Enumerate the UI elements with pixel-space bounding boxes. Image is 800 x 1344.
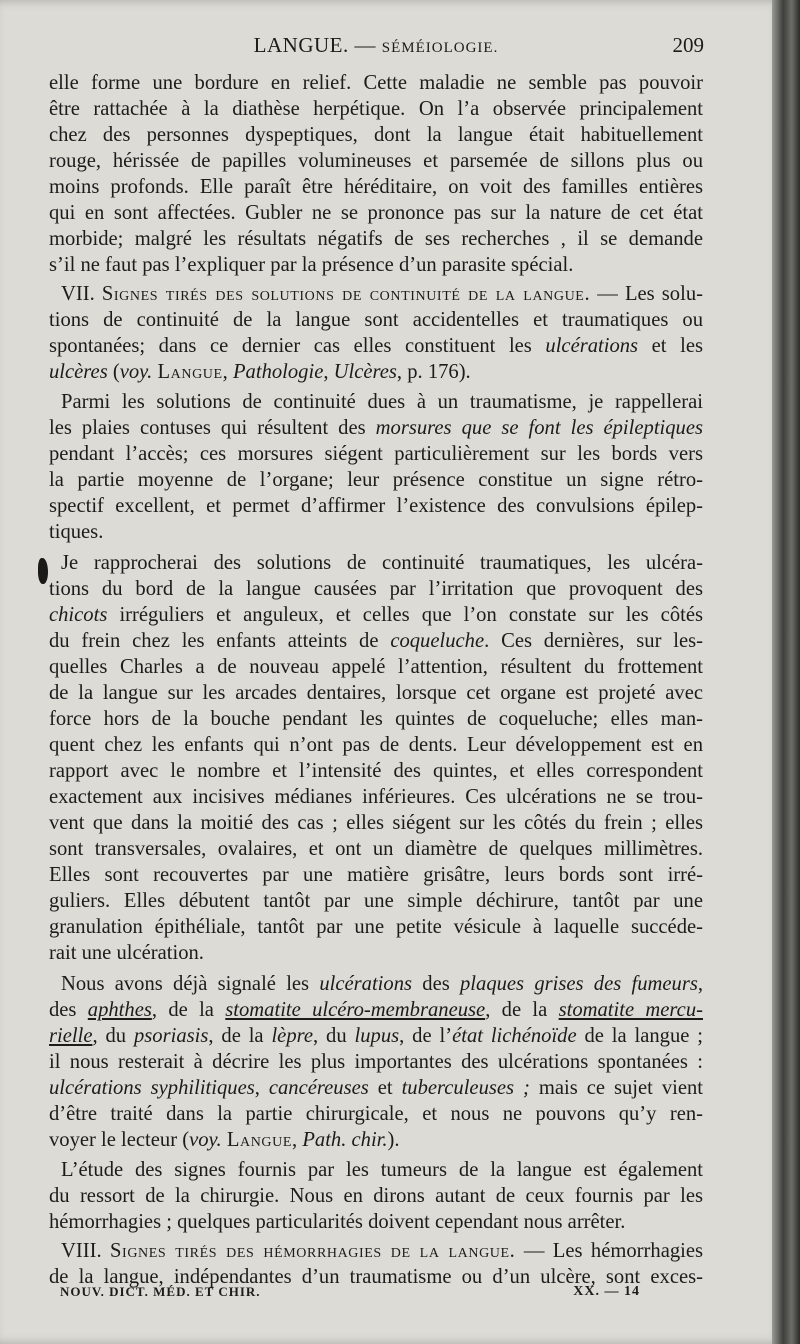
text-line: [49, 359, 703, 385]
text-span: , du: [92, 1025, 134, 1047]
text-span: force hors de la bouche pendant les quintes de coqueluche; elles man-: [49, 708, 703, 730]
text-line: [49, 1023, 703, 1049]
text-span: tions de continuité de la langue sont accidentelles et traumatiques ou: [49, 309, 703, 331]
italic-span: chicots: [49, 604, 108, 626]
italic-span: voy.: [189, 1129, 222, 1151]
text-span: Elles sont recouvertes par une matière grisâtre, leurs bords sont irré-: [49, 864, 703, 886]
header-section: SÉMÉIOLOGIE.: [381, 40, 499, 56]
text-span: spectif excellent, et permet d’affirmer l’existence des convulsions épilep-: [49, 495, 703, 517]
italic-span: ulcères: [49, 361, 108, 383]
text-span: tions du bord de la langue causées par l’irritation que provoquent des: [49, 578, 703, 600]
text-span: , de l’: [399, 1025, 453, 1047]
small-caps-span: Langue: [157, 361, 223, 383]
text-span: rait une ulcération.: [49, 942, 204, 964]
text-span: (: [107, 361, 120, 383]
text-span: et les: [638, 335, 703, 357]
text-span: d’être traité dans la partie chirurgicale, et nous ne pouvons qu’y ren-: [49, 1103, 703, 1125]
text-span: , de la: [485, 999, 559, 1021]
text-line: [49, 467, 703, 493]
text-span: tiques.: [49, 521, 104, 543]
text-line: [49, 836, 703, 862]
italic-span: cancéreuses: [268, 1077, 369, 1099]
text-line: [49, 1209, 703, 1235]
text-span: , p. 176).: [396, 361, 471, 383]
text-line: [49, 96, 703, 122]
text-line: [49, 441, 703, 467]
text-span: de la langue ;: [576, 1025, 703, 1047]
italic-span: stomatite mercu-: [558, 999, 703, 1021]
small-caps-span: Signes tirés des solutions de continuité de la langue.: [101, 283, 591, 305]
text-span: quent chez les enfants qui n’ont pas de dents. Leur développement est en: [49, 734, 703, 756]
italic-span: ulcérations syphilitiques: [49, 1077, 255, 1099]
text-line: [49, 732, 703, 758]
small-caps-span: Langue: [226, 1129, 293, 1151]
text-span: chez des personnes dyspeptiques, dont la langue était habituellement: [49, 124, 703, 146]
italic-span: tuberculeuses ;: [401, 1077, 530, 1099]
text-line: [49, 70, 703, 96]
italic-span: lèpre: [271, 1025, 314, 1047]
text-line: [49, 680, 703, 706]
text-span: , de la: [208, 1025, 272, 1047]
text-line: [49, 940, 703, 966]
text-span: voyer le lecteur (: [49, 1129, 190, 1151]
text-span: — Les hémorrhagies: [515, 1240, 703, 1262]
text-span: qui en sont affectées. Gubler ne se prononce pas sur la nature de cet état: [49, 202, 703, 224]
italic-span: ulcérations: [319, 973, 413, 995]
text-span: granulation épithéliale, tantôt par une petite vésicule à laquelle succéde-: [49, 916, 703, 938]
footer-signature: NOUV. DICT. MÉD. ET CHIR.: [60, 1284, 261, 1299]
text-span: quelles Charles a de nouveau appelé l’attention, résultent du frottement: [49, 656, 703, 678]
small-caps-span: Signes tirés des hémorrhagies de la langue.: [110, 1240, 516, 1262]
text-span: des: [49, 999, 88, 1021]
text-span: et: [368, 1077, 402, 1099]
italic-span: Path. chir.: [302, 1129, 388, 1151]
page-number: 209: [672, 33, 704, 57]
text-span: des: [412, 973, 460, 995]
text-span: ,: [222, 361, 233, 383]
text-line: [49, 628, 703, 654]
text-span: ,: [697, 973, 703, 995]
text-line: [49, 1183, 703, 1209]
italic-span: stomatite ulcéro-membraneuse: [225, 999, 486, 1021]
text-line: [49, 758, 703, 784]
text-line: [49, 862, 703, 888]
text-line: [49, 174, 703, 200]
text-line: [49, 550, 703, 576]
page-header: [48, 33, 704, 61]
text-line: [49, 914, 703, 940]
text-span: rouge, hérissée de papilles volumineuses et parsemée de sillons plus ou: [49, 150, 703, 172]
text-span: s’il ne faut pas l’expliquer par la présence d’un parasite spécial.: [49, 254, 574, 276]
text-span: VII.: [61, 283, 102, 305]
italic-span: voy.: [119, 361, 153, 383]
text-line: [49, 519, 703, 545]
text-span: — Les solu-: [590, 283, 703, 305]
text-span: ,: [323, 361, 334, 383]
text-span: irréguliers et anguleux, et celles que l’on constate sur les côtés: [107, 604, 703, 626]
text-span: être rattachée à la diathèse herpétique. On l’a observée principalement: [49, 98, 703, 120]
text-line: [49, 1101, 703, 1127]
text-span: ,: [254, 1077, 269, 1099]
italic-span: lupus: [354, 1025, 400, 1047]
text-line: [49, 654, 703, 680]
text-line: [49, 122, 703, 148]
text-span: Je rapprocherai des solutions de continuité traumatiques, les ulcéra-: [61, 552, 703, 574]
text-span: de la langue sur les arcades dentaires, lorsque cet organe est projeté avec: [49, 682, 703, 704]
page-footer: [60, 1284, 640, 1304]
text-line: [49, 1238, 703, 1264]
text-span: rapport avec le nombre et l’intensité des quintes, et elles correspondent: [49, 760, 703, 782]
text-line: [49, 226, 703, 252]
italic-span: psoriasis: [133, 1025, 209, 1047]
text-span: mais ce sujet vient: [529, 1077, 703, 1099]
text-span: VIII.: [61, 1240, 110, 1262]
text-line: [49, 810, 703, 836]
italic-span: Ulcères: [333, 361, 397, 383]
text-span: . Ces dernières, sur les-: [484, 630, 703, 652]
text-span: pendant l’accès; ces morsures siégent particulièrement sur les bords vers: [49, 443, 703, 465]
header-title: LANGUE.: [253, 33, 349, 57]
text-line: [49, 389, 703, 415]
text-span: Nous avons déjà signalé les: [61, 973, 320, 995]
text-span: de la langue, indépendantes d’un traumatisme ou d’un ulcère, sont exces-: [49, 1266, 703, 1288]
text-span: L’étude des signes fournis par les tumeurs de la langue est également: [61, 1159, 703, 1181]
text-span: ).: [387, 1129, 400, 1151]
text-line: [49, 997, 703, 1023]
text-span: ,: [292, 1129, 303, 1151]
italic-span: état lichénoïde: [452, 1025, 577, 1047]
text-line: [49, 415, 703, 441]
italic-span: aphthes: [87, 999, 152, 1021]
italic-span: Pathologie: [232, 361, 324, 383]
italic-span: rielle: [49, 1025, 93, 1047]
text-line: [49, 971, 703, 997]
text-line: [49, 1075, 703, 1101]
text-span: la partie moyenne de l’organe; leur présence constitue un signe rétro-: [49, 469, 703, 491]
text-span: du ressort de la chirurgie. Nous en dirons autant de ceux fournis par les: [49, 1185, 703, 1207]
italic-span: ulcérations: [545, 335, 639, 357]
text-span: il nous resterait à décrire les plus importantes des ulcérations spontanées :: [49, 1051, 703, 1073]
text-span: du frein chez les enfants atteints de: [49, 630, 391, 652]
footer-sheet-number: XX. — 14: [573, 1284, 640, 1299]
text-span: , de la: [151, 999, 226, 1021]
text-line: [49, 706, 703, 732]
running-title: [48, 33, 704, 58]
text-span: exactement aux incisives médianes inférieures. Ces ulcérations ne se trou-: [49, 786, 703, 808]
text-line: [49, 1127, 703, 1153]
text-span: sont transversales, ovalaires, et ont un diamètre de quelques millimètres.: [49, 838, 703, 860]
text-line: [49, 602, 703, 628]
ink-blot: [38, 558, 48, 584]
text-line: [49, 307, 703, 333]
text-line: [49, 1049, 703, 1075]
text-span: morbide; malgré les résultats négatifs de ses recherches , il se demande: [49, 228, 703, 250]
body-text: [49, 70, 703, 1290]
text-span: les plaies contuses qui résultent des: [49, 417, 376, 439]
text-line: [49, 200, 703, 226]
text-line: [49, 576, 703, 602]
text-line: [49, 493, 703, 519]
italic-span: plaques grises des fumeurs: [460, 973, 698, 995]
text-span: moins profonds. Elle paraît être héréditaire, on voit des familles entières: [49, 176, 703, 198]
text-line: [49, 784, 703, 810]
italic-span: coqueluche: [390, 630, 485, 652]
italic-span: morsures que se font les épileptiques: [375, 417, 703, 439]
text-span: elle forme une bordure en relief. Cette maladie ne semble pas pouvoir: [49, 72, 703, 94]
text-line: [49, 333, 703, 359]
text-line: [49, 252, 703, 278]
text-span: , du: [313, 1025, 355, 1047]
text-line: [49, 888, 703, 914]
text-line: [49, 1157, 703, 1183]
text-span: spontanées; dans ce dernier cas elles constituent les: [49, 335, 546, 357]
text-line: [49, 281, 703, 307]
book-edge: [772, 0, 800, 1344]
text-span: guliers. Elles débutent tantôt par une simple déchirure, tantôt par une: [49, 890, 703, 912]
text-span: vent que dans la moitié des cas ; elles siégent sur les côtés du frein ; elles: [49, 812, 703, 834]
header-dash: —: [354, 33, 376, 57]
text-line: [49, 148, 703, 174]
text-span: hémorrhagies ; quelques particularités doivent cependant nous arrêter.: [49, 1211, 626, 1233]
text-span: Parmi les solutions de continuité dues à un traumatisme, je rappellerai: [61, 391, 703, 413]
